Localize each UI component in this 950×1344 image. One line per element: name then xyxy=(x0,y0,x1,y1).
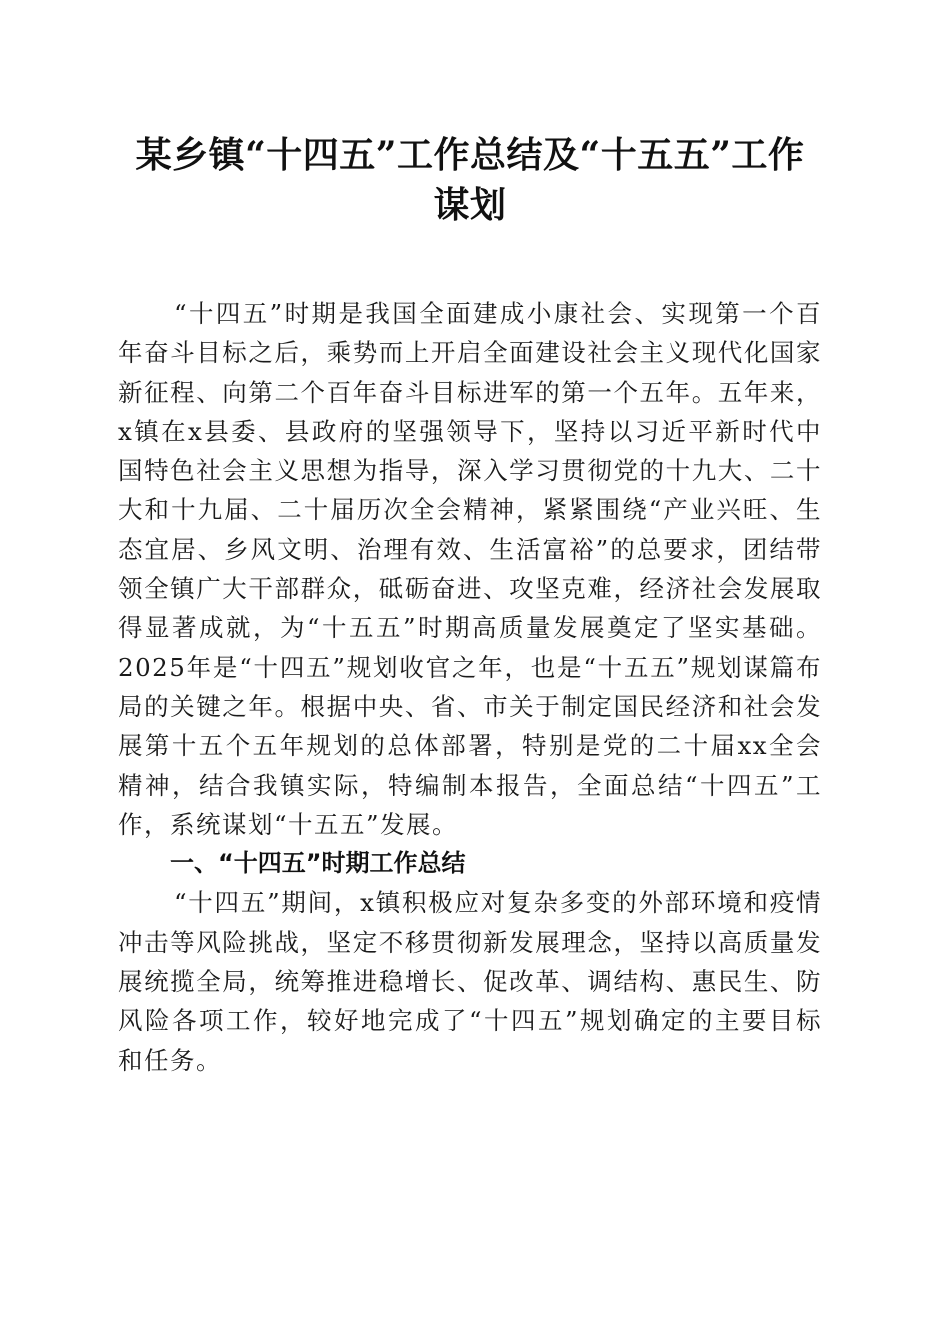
intro-paragraph: “十四五”时期是我国全面建成小康社会、实现第一个百年奋斗目标之后，乘势而上开启全面建设社会主义现代化国家新征程、向第二个百年奋斗目标进军的第一个五年。五年来，x镇在x县委、县政府的坚强领导下，坚持以习近平新时代中国特色社会主义思想为指导，深入学习贯彻党的十九大、二十大和十九届、二十届历次全会精神，紧紧围绕“产业兴旺、生态宜居、乡风文明、治理有效、生活富裕”的总要求，团结带领全镇广大干部群众，砥砺奋进、攻坚克难，经济社会发展取得显著成就，为“十五五”时期高质量发展奠定了坚实基础。2025年是“十四五”规划收官之年，也是“十五五”规划谋篇布局的关键之年。根据中央、省、市关于制定国民经济和社会发展第十五个五年规划的总体部署，特别是党的二十届xx全会精神，结合我镇实际，特编制本报告，全面总结“十四五”工作，系统谋划“十五五”发展。 xyxy=(118,299,822,839)
section-paragraph: “十四五”期间，x镇积极应对复杂多变的外部环境和疫情冲击等风险挑战，坚定不移贯彻新发展理念，坚持以高质量发展统揽全局，统筹推进稳增长、促改革、调结构、惠民生、防风险各项工作，较好地完成了“十四五”规划确定的主要目标和任务。 xyxy=(118,888,822,1075)
section-heading: 一、“十四五”时期工作总结 xyxy=(170,849,466,878)
document-title: 某乡镇“十四五”工作总结及“十五五”工作谋划 xyxy=(135,134,805,226)
